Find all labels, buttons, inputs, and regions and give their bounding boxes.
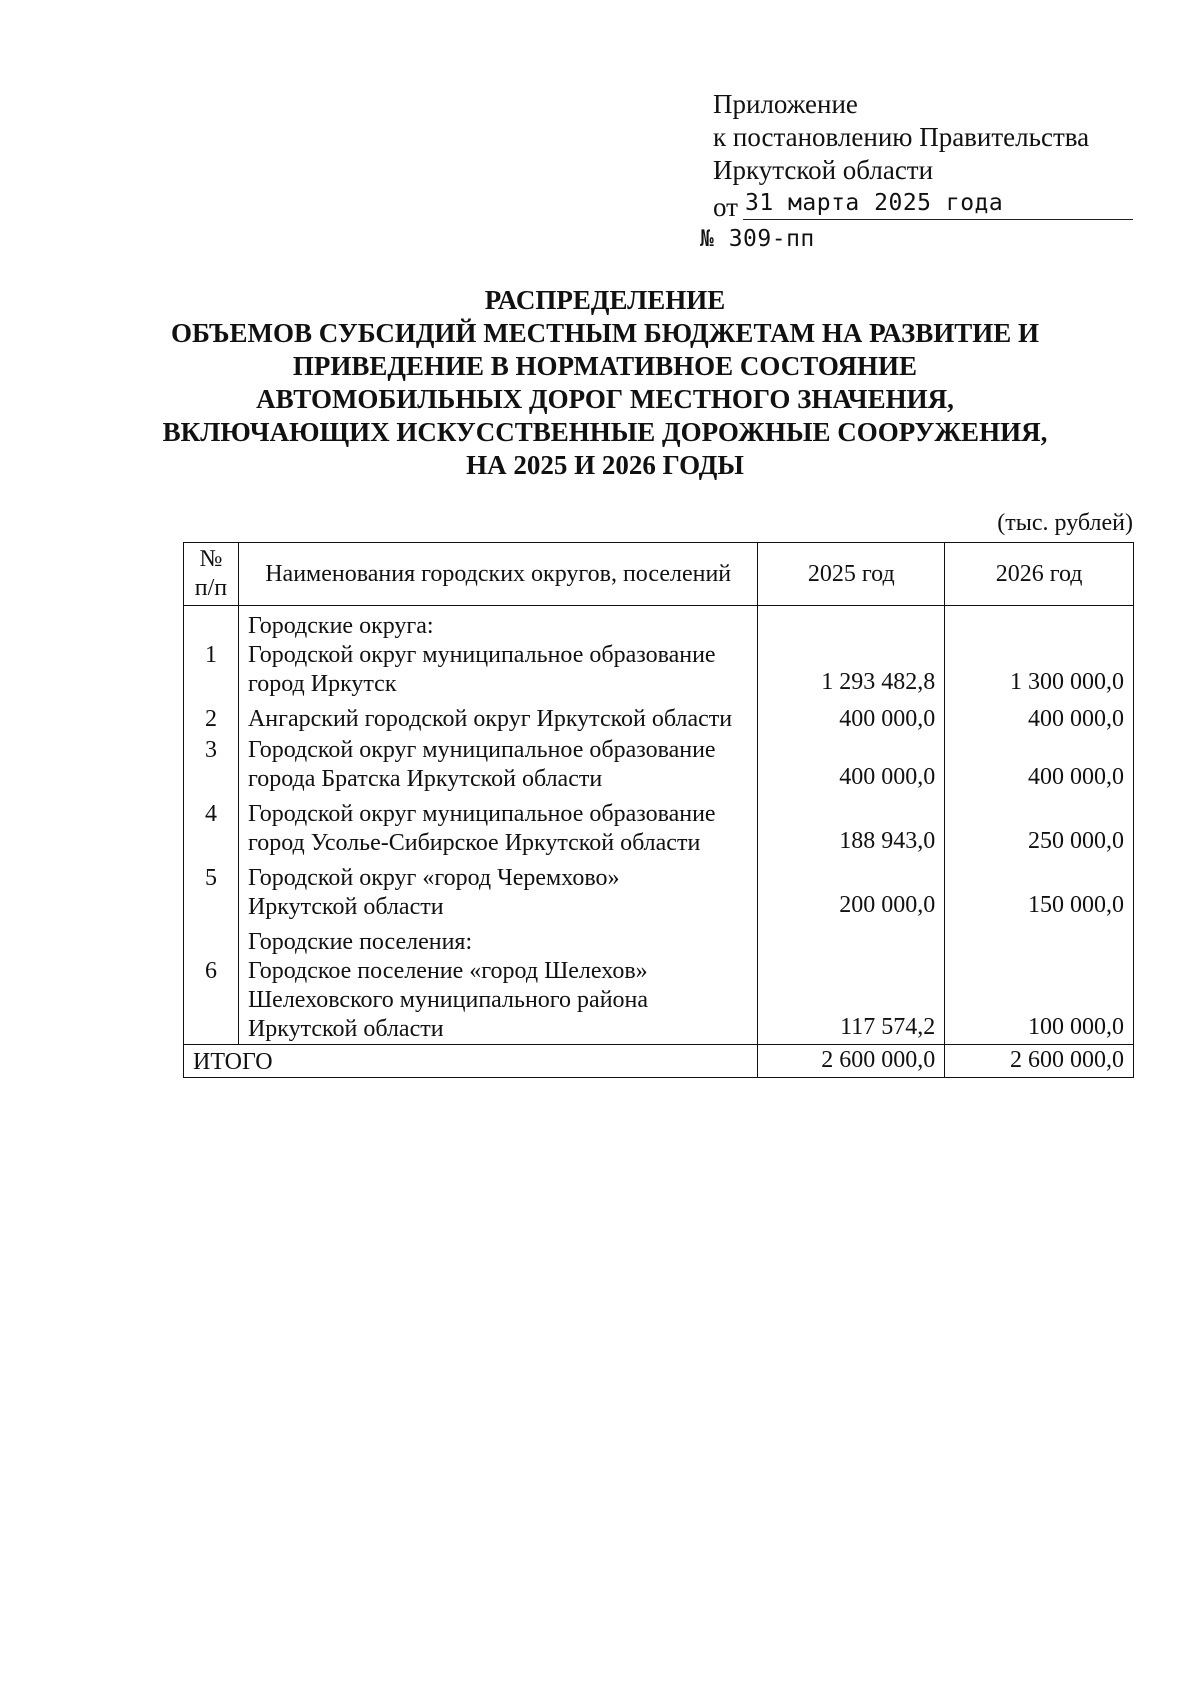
row-name: Ангарский городской округ Иркутской области [238,699,757,736]
value-2026: 400 000,0 [945,699,1134,736]
row-number: 1 [204,642,217,668]
row-name: Городской округ «город Черемхово» [247,865,620,891]
document-title [150,284,1060,482]
row-name: Городское поселение «город Шелехов» [247,958,648,984]
value-2026: 150 000,0 [945,858,1134,922]
table-row [184,699,1134,736]
title-line-2: ОБЪЕМОВ СУБСИДИЙ МЕСТНЫМ БЮДЖЕТАМ НА РАЗВИТИЕ И [171,318,1039,348]
date-prefix: от [713,192,738,222]
value-2025: 117 574,2 [758,922,945,1045]
row-number: 2 [184,699,239,736]
resolution-number: № 309-пп [700,226,815,252]
resolution-reference: к постановлению Правительства [713,122,1090,152]
resolution-date: 31 марта 2025 года [745,190,1004,216]
value-2025: 400 000,0 [758,699,945,736]
row-number: 6 [204,958,217,984]
group-label: Городские округа: [247,613,434,639]
header-name: Наименования городских округов, поселений [238,543,757,606]
document-header [713,88,1089,221]
title-line-6: НА 2025 И 2026 ГОДЫ [466,450,744,480]
row-number: 3 [184,736,239,794]
total-2026: 2 600 000,0 [945,1045,1134,1078]
value-2026: 400 000,0 [945,736,1134,794]
row-number: 5 [184,858,239,922]
value-2025: 1 293 482,8 [758,606,945,700]
table-row: 4 Городской округ муниципальное образование город Усолье-Сибирское Иркутской области 188 943,0 250 000,0 [184,794,1134,858]
value-2026: 250 000,0 [945,794,1134,858]
appendix-label: Приложение [713,89,858,119]
table-row: 3 Городской округ муниципальное образование города Братска Иркутской области 400 000,0 400 000,0 [184,736,1134,794]
header-2026: 2026 год [945,543,1134,606]
total-2025: 2 600 000,0 [758,1045,945,1078]
value-2026: 1 300 000,0 [945,606,1134,700]
title-line-5: ВКЛЮЧАЮЩИХ ИСКУССТВЕННЫЕ ДОРОЖНЫЕ СООРУЖЕНИЯ, [162,417,1048,447]
value-2025: 200 000,0 [758,858,945,922]
title-line-1: РАСПРЕДЕЛЕНИЕ [484,285,726,315]
table-row: 6 Городские поселения: Городское поселение «город Шелехов» Шелеховского муниципального района Иркутской области 117 574,2 100 000,0 [184,922,1134,1045]
title-line-3: ПРИВЕДЕНИЕ В НОРМАТИВНОЕ СОСТОЯНИЕ [292,351,918,381]
row-number: 4 [184,794,239,858]
date-underline [743,219,1133,220]
value-2025: 188 943,0 [758,794,945,858]
region-name: Иркутской области [713,155,934,185]
group-label: Городские поселения: [247,929,473,955]
title-line-4: АВТОМОБИЛЬНЫХ ДОРОГ МЕСТНОГО ЗНАЧЕНИЯ, [256,384,954,414]
value-2026: 100 000,0 [945,922,1134,1045]
table-row: 5 Городской округ «город Черемхово» Иркутской области 200 000,0 150 000,0 [184,858,1134,922]
table-row: 1 Городские округа: Городской округ муниципальное образование город Иркутск 1 293 482,8 1 300 000,0 [184,606,1134,700]
row-name: Городской округ муниципальное образование [247,737,716,763]
row-name: Городской округ муниципальное образование [247,801,716,827]
subsidy-table [183,542,1134,1078]
total-row [184,1045,1134,1078]
total-label: ИТОГО [184,1045,758,1078]
date-line [713,187,1089,221]
row-name: Городской округ муниципальное образование [247,642,716,668]
table-header-row [184,543,1134,606]
value-2025: 400 000,0 [758,736,945,794]
unit-label: (тыс. рублей) [997,510,1133,536]
header-2025: 2025 год [758,543,945,606]
header-number: № п/п [184,543,239,606]
